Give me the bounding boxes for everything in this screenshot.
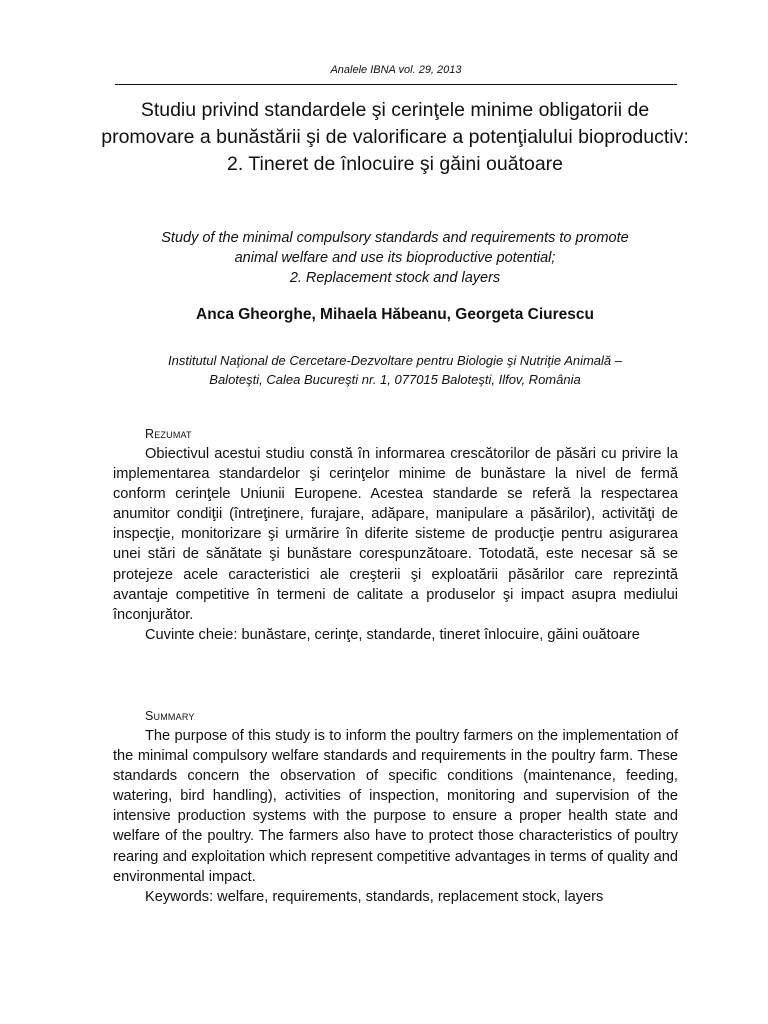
english-subtitle bbox=[100, 228, 690, 288]
journal-header: Analele IBNA vol. 29, 2013 bbox=[330, 64, 462, 76]
rezumat-body: Obiectivul acestui studiu constă în informarea crescătorilor de păsări cu privire la implementarea standardelor şi cerinţelor minime de bunăstare la nivel de fermă conform cerinţele Uniunii Europene. Acestea standarde se referă la respectarea anumitor condiţii (întreţinere, furajare, adăpare, manipulare a păsărilor), activităţi de inspecţie, monitorizare şi urmărire în diferite sisteme de producţie pentru asigurarea unei stări de sănătate şi bunăstare corespunzătoare. Totodată, este necesar să se protejeze acele caracteristici ale creşterii şi exploatării păsărilor care reprezintă avantaje competitive în termeni de calitate a produselor şi impact asupra mediului înconjurător. bbox=[113, 446, 678, 623]
header-rule bbox=[115, 84, 677, 85]
paper-title: Studiu privind standardele şi cerinţele minime obligatorii de promovare a bunăstării şi de valorificare a potenţialului bioproductiv: 2. Tineret de înlocuire şi găini ouătoare bbox=[101, 99, 689, 175]
author-list: Anca Gheorghe, Mihaela Hăbeanu, Georgeta Ciurescu bbox=[196, 306, 594, 323]
subtitle-line: animal welfare and use its bioproductive potential; bbox=[234, 250, 556, 266]
summary-heading: Summary bbox=[145, 709, 195, 723]
subtitle-line: Study of the minimal compulsory standards and requirements to promote bbox=[161, 230, 629, 246]
summary-section bbox=[113, 706, 678, 907]
summary-body: The purpose of this study is to inform the poultry farmers on the implementation of the minimal compulsory welfare standards and requirements in the poultry farm. These standards concern the observation of specific conditions (maintenance, feeding, watering, bird handling), activities of inspection, monitoring and supervision of the intensive production systems with the purpose to ensure a proper health state and welfare of the poultry. The farmers also have to protect those characteristics of poultry rearing and exploitation which represent competitive advantages in terms of quality and environmental impact. bbox=[113, 728, 678, 885]
rezumat-keywords: Cuvinte cheie: bunăstare, cerinţe, standarde, tineret înlocuire, găini ouătoare bbox=[145, 626, 640, 643]
affiliation-line: Institutul Naţional de Cercetare-Dezvoltare pentru Biologie şi Nutriţie Animală – bbox=[167, 353, 623, 368]
subtitle-line: 2. Replacement stock and layers bbox=[289, 270, 501, 286]
summary-keywords: Keywords: welfare, requirements, standards, replacement stock, layers bbox=[145, 888, 604, 905]
affiliation-line: Baloteşti, Calea Bucureşti nr. 1, 077015 Baloteşti, Ilfov, România bbox=[209, 372, 581, 387]
rezumat-section bbox=[113, 424, 678, 645]
affiliation bbox=[100, 351, 690, 389]
rezumat-heading: Rezumat bbox=[145, 427, 192, 441]
